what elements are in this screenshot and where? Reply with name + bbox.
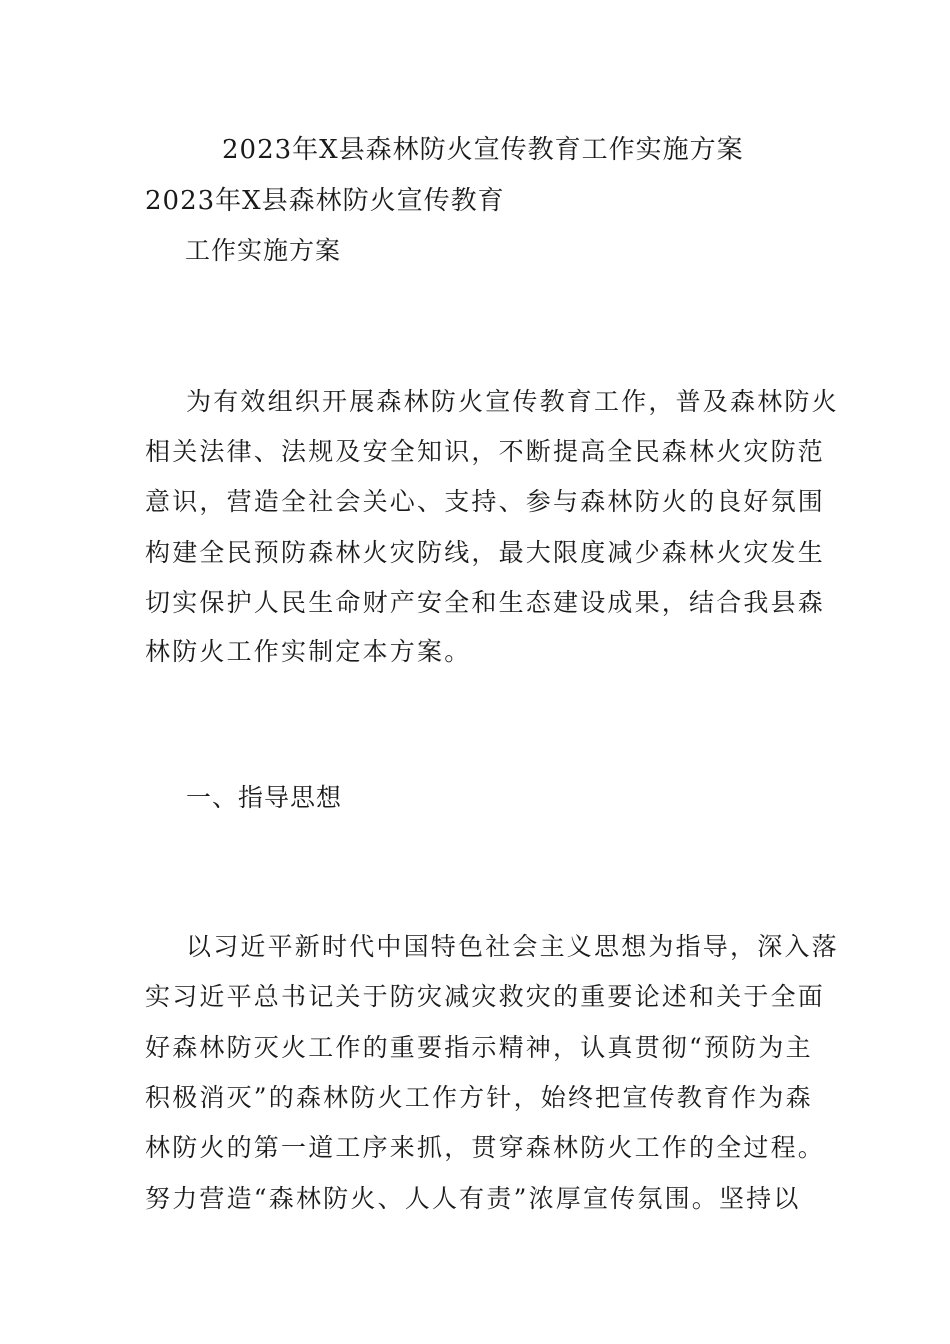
intro-paragraph-line: 相关法律、法规及安全知识，不断提高全民森林火灾防范 [145,437,826,466]
intro-paragraph-line: 意识，营造全社会关心、支持、参与森林防火的良好氛围 [145,487,826,516]
intro-paragraph-line: 构建全民预防森林火灾防线，最大限度减少森林火灾发生 [145,538,826,567]
section1-paragraph-line: 林防火的第一道工序来抓，贯穿森林防火工作的全过程。 [145,1133,826,1162]
document-subtitle-line-2: 工作实施方案 [185,236,342,265]
section1-paragraph-line: 以习近平新时代中国特色社会主义思想为指导，深入落 [186,932,839,961]
intro-paragraph-line: 切实保护人民生命财产安全和生态建设成果，结合我县森 [145,588,826,617]
intro-paragraph-line: 为有效组织开展森林防火宣传教育工作，普及森林防火 [186,387,839,416]
section1-paragraph-line: 好森林防灭火工作的重要指示精神，认真贯彻“预防为主 [145,1033,813,1062]
document-title: 2023年X县森林防火宣传教育工作实施方案 [222,135,744,165]
intro-paragraph-line: 林防火工作实制定本方案。 [145,637,472,666]
section1-paragraph-line: 积极消灭”的森林防火工作方针，始终把宣传教育作为森 [145,1083,813,1112]
section1-paragraph-line: 实习近平总书记关于防灾减灾救灾的重要论述和关于全面 [145,982,826,1011]
section-heading-guiding-ideology: 一、指导思想 [186,783,343,812]
document-subtitle-line-1: 2023年X县森林防火宣传教育 [145,186,505,216]
section1-paragraph-line: 努力营造“森林防火、人人有责”浓厚宣传氛围。坚持以 [145,1184,801,1213]
